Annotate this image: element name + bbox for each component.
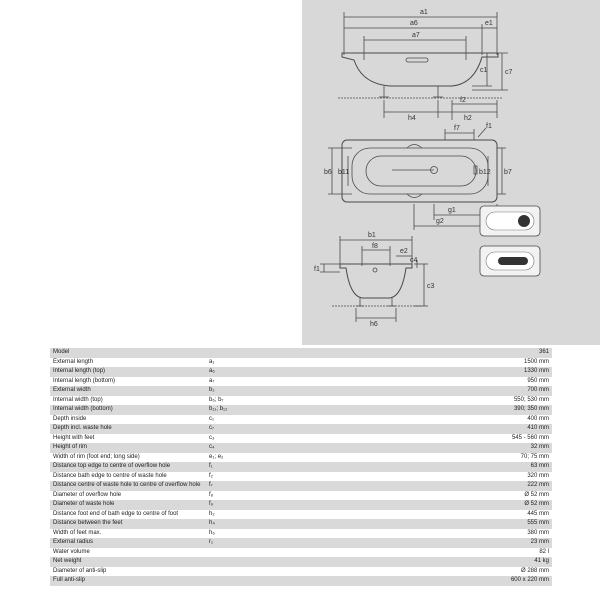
table-row <box>50 367 552 377</box>
spec-label: Distance top edge to centre of overflow hole <box>50 462 206 472</box>
spec-label: Internal length (top) <box>50 367 206 377</box>
spec-value: 70; 75 mm <box>252 453 552 463</box>
spec-symbol: c₃ <box>206 434 252 444</box>
dim-label-a6: a6 <box>410 20 418 27</box>
spec-value: 41 kg <box>252 557 552 567</box>
anti-slip-full-thumbnail <box>480 246 540 276</box>
spec-symbol: r₁ <box>206 538 252 548</box>
spec-value: 82 l <box>252 548 552 558</box>
spec-label: Water volume <box>50 548 206 558</box>
spec-value: 545 - 560 mm <box>252 434 552 444</box>
spec-label: External radius <box>50 538 206 548</box>
table-row <box>50 472 552 482</box>
spec-symbol: b₆; b₇ <box>206 396 252 406</box>
dim-label-f1-side: f1 <box>314 266 320 273</box>
dim-label-c1: c1 <box>480 67 488 74</box>
spec-symbol: a₇ <box>206 377 252 387</box>
spec-label: Diameter of overflow hole <box>50 491 206 501</box>
spec-symbol: h₆ <box>206 529 252 539</box>
spec-label: Width of feet max. <box>50 529 206 539</box>
spec-value: 445 mm <box>252 510 552 520</box>
spec-value: 390; 350 mm <box>252 405 552 415</box>
spec-label: Width of rim (foot end; long side) <box>50 453 206 463</box>
spec-value: 950 mm <box>252 377 552 387</box>
spec-symbol: b₁₁; b₁₂ <box>206 405 252 415</box>
spec-symbol <box>206 348 252 358</box>
table-row <box>50 434 552 444</box>
specification-table <box>50 348 552 586</box>
spec-symbol: c₁ <box>206 415 252 425</box>
spec-symbol <box>206 557 252 567</box>
dim-label-b11: b11 <box>338 169 350 176</box>
spec-value: 410 mm <box>252 424 552 434</box>
spec-label: External length <box>50 358 206 368</box>
dim-label-f1: f1 <box>486 123 492 130</box>
spec-symbol <box>206 576 252 586</box>
anti-slip-round-thumbnail <box>480 206 540 236</box>
dim-label-c4: c4 <box>410 257 418 264</box>
table-row <box>50 348 552 358</box>
dim-label-a1: a1 <box>420 9 428 16</box>
spec-label: Distance centre of waste hole to centre of overflow hole <box>50 481 206 491</box>
table-row <box>50 443 552 453</box>
spec-label: Diameter of waste hole <box>50 500 206 510</box>
table-row <box>50 424 552 434</box>
table-row <box>50 491 552 501</box>
dim-label-f8: f8 <box>372 243 378 250</box>
spec-symbol <box>206 567 252 577</box>
spec-symbol: f₂ <box>206 472 252 482</box>
dim-label-g1: g1 <box>448 207 456 214</box>
table-row <box>50 358 552 368</box>
spec-label: Internal width (bottom) <box>50 405 206 415</box>
spec-symbol: a₆ <box>206 367 252 377</box>
dim-label-f7: f7 <box>454 125 460 132</box>
top-plan-view <box>328 128 506 230</box>
dim-label-c3: c3 <box>427 283 435 290</box>
spec-value: 1330 mm <box>252 367 552 377</box>
spec-label: Internal length (bottom) <box>50 377 206 387</box>
spec-label: Height of rim <box>50 443 206 453</box>
spec-value: 32 mm <box>252 443 552 453</box>
table-row <box>50 519 552 529</box>
spec-value: 222 mm <box>252 481 552 491</box>
table-row <box>50 415 552 425</box>
spec-label: Net weight <box>50 557 206 567</box>
dim-label-b1: b1 <box>368 232 376 239</box>
spec-symbol: f₉ <box>206 500 252 510</box>
dim-label-b7: b7 <box>504 169 512 176</box>
spec-symbol: e₁; e₂ <box>206 453 252 463</box>
spec-symbol: c₇ <box>206 424 252 434</box>
dim-label-c7: c7 <box>505 69 513 76</box>
technical-drawing-panel <box>302 0 600 345</box>
spec-value: Ø 52 mm <box>252 500 552 510</box>
table-row <box>50 538 552 548</box>
spec-label: External width <box>50 386 206 396</box>
spec-symbol: c₄ <box>206 443 252 453</box>
table-row <box>50 462 552 472</box>
spec-label: Height with feet <box>50 434 206 444</box>
table-row <box>50 500 552 510</box>
table-row <box>50 576 552 586</box>
spec-value: 380 mm <box>252 529 552 539</box>
spec-value: 600 x 220 mm <box>252 576 552 586</box>
spec-label: Depth incl. waste hole <box>50 424 206 434</box>
spec-label: Diameter of anti-slip <box>50 567 206 577</box>
spec-value: 23 mm <box>252 538 552 548</box>
dim-label-e2: e2 <box>400 248 408 255</box>
spec-symbol: f₈ <box>206 491 252 501</box>
spec-value: Ø 52 mm <box>252 491 552 501</box>
table-row <box>50 377 552 387</box>
spec-label: Model <box>50 348 206 358</box>
dim-label-h4: h4 <box>408 115 416 122</box>
spec-symbol: a₁ <box>206 358 252 368</box>
dim-label-b6: b6 <box>324 169 332 176</box>
spec-label: Internal width (top) <box>50 396 206 406</box>
table-row <box>50 567 552 577</box>
dim-label-a7: a7 <box>412 32 420 39</box>
spec-label: Distance bath edge to centre of waste hole <box>50 472 206 482</box>
dim-label-f2: f2 <box>460 97 466 104</box>
side-elevation-view <box>338 12 508 120</box>
technical-drawing <box>302 0 600 345</box>
table-row <box>50 405 552 415</box>
spec-label: Distance between the feet <box>50 519 206 529</box>
spec-symbol: h₂ <box>206 510 252 520</box>
spec-label: Distance foot end of bath edge to centre of foot <box>50 510 206 520</box>
spec-value: Ø 288 mm <box>252 567 552 577</box>
table-row <box>50 396 552 406</box>
spec-value: 320 mm <box>252 472 552 482</box>
table-row <box>50 481 552 491</box>
spec-symbol <box>206 548 252 558</box>
spec-symbol: f₁ <box>206 462 252 472</box>
specification-table-body <box>50 348 552 586</box>
spec-value: 361 <box>252 348 552 358</box>
dim-label-e1: e1 <box>485 20 493 27</box>
spec-value: 555 mm <box>252 519 552 529</box>
spec-symbol: f₇ <box>206 481 252 491</box>
spec-value: 700 mm <box>252 386 552 396</box>
table-row <box>50 510 552 520</box>
spec-value: 400 mm <box>252 415 552 425</box>
table-row <box>50 529 552 539</box>
spec-value: 63 mm <box>252 462 552 472</box>
table-row <box>50 557 552 567</box>
spec-value: 1500 mm <box>252 358 552 368</box>
spec-value: 550; 530 mm <box>252 396 552 406</box>
dim-label-h6: h6 <box>370 321 378 328</box>
dim-label-h2: h2 <box>464 115 472 122</box>
spec-symbol: h₄ <box>206 519 252 529</box>
table-row <box>50 548 552 558</box>
spec-label: Full anti-slip <box>50 576 206 586</box>
dim-label-b12: b12 <box>479 169 491 176</box>
spec-label: Depth inside <box>50 415 206 425</box>
table-row <box>50 386 552 396</box>
dim-label-g2: g2 <box>436 218 444 225</box>
table-row <box>50 453 552 463</box>
spec-symbol: b₁ <box>206 386 252 396</box>
